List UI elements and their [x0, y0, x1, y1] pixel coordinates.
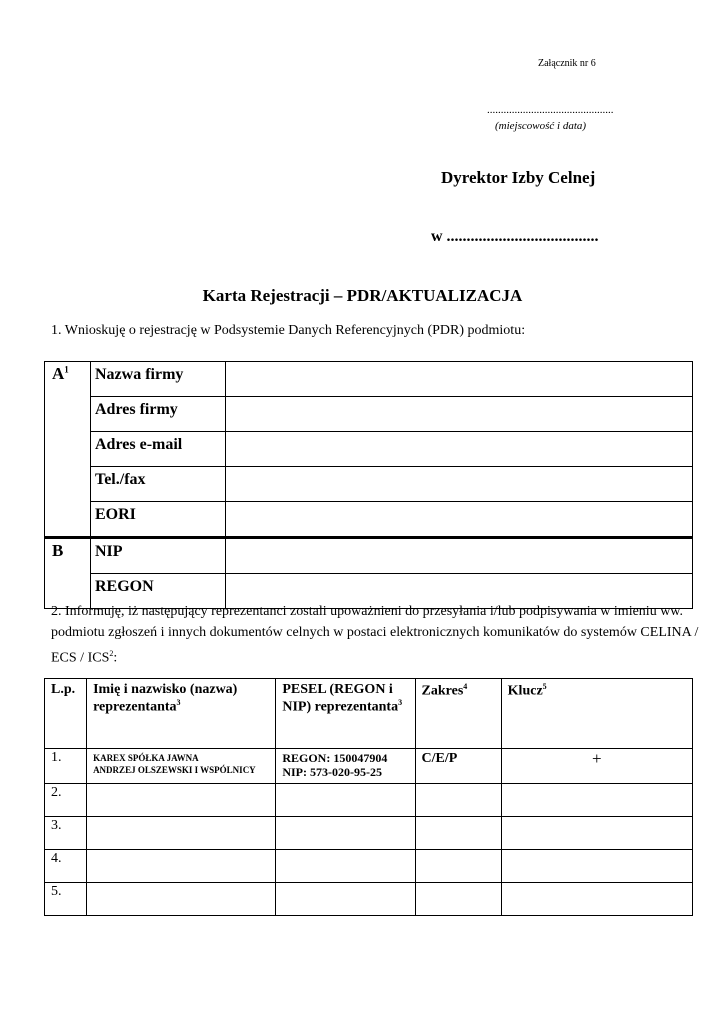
- row-lp: 1.: [45, 749, 87, 784]
- section2-intro: 2. Informuję, iż następujący reprezentanci zostali upoważnieni do przesyłania i/lub podpisywania w imieniu ww. podmiotu zgłoszeń i innych dokumentów celnych w postaci elektronicznych komunikatów do systemów CELINA / ECS / ICS$^2$:: [51, 604, 699, 666]
- row-id[interactable]: [276, 817, 415, 850]
- label-company-name: Nazwa firmy: [91, 362, 226, 397]
- place-date-label: (miejscowość i data): [495, 120, 587, 132]
- section1-intro: 1. Wnioskuję o rejestrację w Podsystemie Danych Referencyjnych (PDR) podmiotu:: [51, 323, 526, 338]
- header-klucz: Klucz$^5$: [501, 679, 692, 749]
- row-klucz[interactable]: [501, 817, 692, 850]
- group-b-label: B: [45, 538, 91, 609]
- field-email[interactable]: [226, 432, 693, 467]
- header-name: Imię i nazwisko (nazwa) reprezentanta$^3$: [87, 679, 276, 749]
- row-lp: 3.: [45, 817, 87, 850]
- header-pesel: PESEL (REGON i NIP) reprezentanta$^3$: [276, 679, 415, 749]
- row-zakres[interactable]: [415, 883, 501, 916]
- field-eori[interactable]: [226, 502, 693, 538]
- header-zakres: Zakres$^4$: [415, 679, 501, 749]
- row-zakres[interactable]: [415, 817, 501, 850]
- row-zakres[interactable]: C/E/P: [415, 749, 501, 784]
- place-date-dots: ..............................................: [487, 104, 614, 116]
- row-id[interactable]: REGON: 150047904 NIP: 573-020-95-25: [276, 749, 415, 784]
- label-nip: NIP: [91, 538, 226, 574]
- label-eori: EORI: [91, 502, 226, 538]
- header-lp: L.p.: [45, 679, 87, 749]
- attachment-number: Załącznik nr 6: [538, 58, 596, 69]
- row-klucz[interactable]: [501, 883, 692, 916]
- row-lp: 2.: [45, 784, 87, 817]
- field-company-address[interactable]: [226, 397, 693, 432]
- table-row: [45, 817, 693, 850]
- addressee-location: w ......................................: [431, 228, 599, 245]
- row-id[interactable]: [276, 850, 415, 883]
- table-row: [45, 749, 693, 784]
- representatives-table: [44, 678, 693, 916]
- row-name[interactable]: KAREX SPÓŁKA JAWNA ANDRZEJ OLSZEWSKI I WSPÓLNICY: [87, 749, 276, 784]
- label-regon: REGON: [91, 574, 226, 609]
- table-row: [45, 850, 693, 883]
- label-email: Adres e-mail: [91, 432, 226, 467]
- row-name[interactable]: [87, 850, 276, 883]
- table-row: [45, 784, 693, 817]
- group-a-label: $A^1$: [45, 362, 91, 538]
- label-phone-fax: Tel./fax: [91, 467, 226, 502]
- addressee: Dyrektor Izby Celnej: [441, 168, 596, 187]
- row-lp: 5.: [45, 883, 87, 916]
- row-id[interactable]: [276, 784, 415, 817]
- row-name[interactable]: [87, 883, 276, 916]
- field-phone-fax[interactable]: [226, 467, 693, 502]
- field-nip[interactable]: [226, 538, 693, 574]
- row-klucz[interactable]: [501, 850, 692, 883]
- row-klucz[interactable]: [501, 784, 692, 817]
- label-company-address: Adres firmy: [91, 397, 226, 432]
- page-title: Karta Rejestracji – PDR/AKTUALIZACJA: [202, 286, 523, 305]
- row-zakres[interactable]: [415, 850, 501, 883]
- row-lp: 4.: [45, 850, 87, 883]
- entity-table: [44, 361, 693, 609]
- row-zakres[interactable]: [415, 784, 501, 817]
- row-id[interactable]: [276, 883, 415, 916]
- row-klucz[interactable]: +: [501, 749, 692, 784]
- row-name[interactable]: [87, 817, 276, 850]
- row-name[interactable]: [87, 784, 276, 817]
- table-row: [45, 883, 693, 916]
- field-company-name[interactable]: [226, 362, 693, 397]
